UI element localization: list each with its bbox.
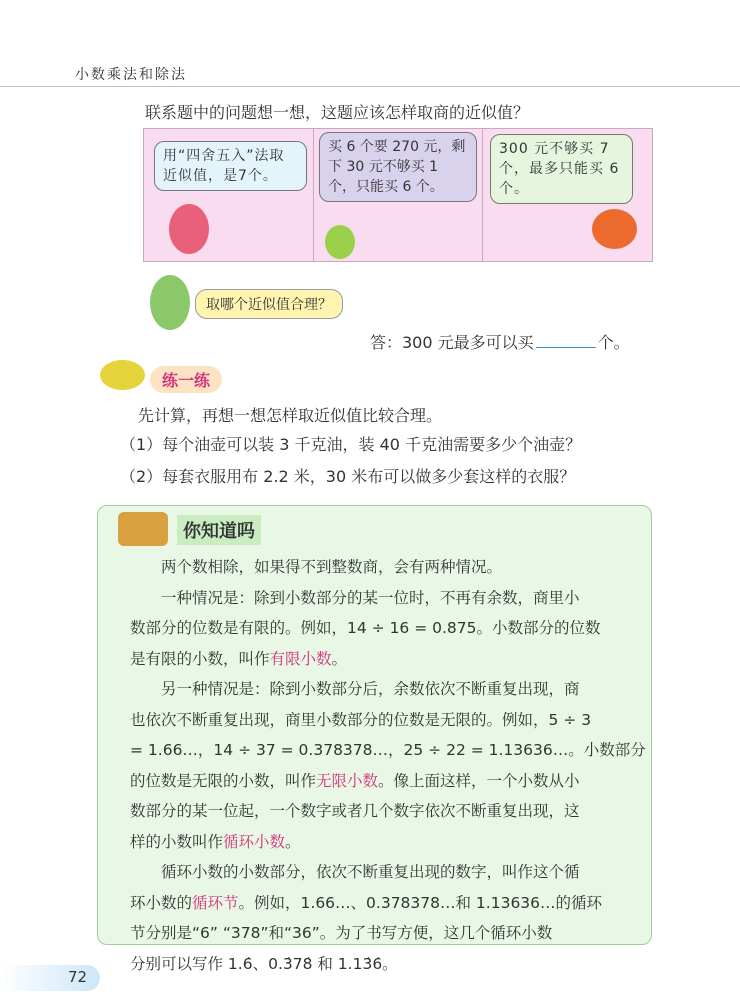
text-segment: 是有限的小数，叫作: [130, 649, 270, 668]
paragraph-line: [130, 891, 602, 913]
answer-line: [370, 330, 630, 353]
paragraph-line: [130, 616, 601, 638]
paragraph-line: [130, 952, 398, 974]
panel-2: [313, 129, 483, 261]
text-segment: 环小数的: [130, 893, 193, 912]
practice-mascot-icon: [100, 360, 145, 390]
pepper-character-icon: [325, 225, 355, 259]
text-segment: 另一种情况是：除到小数部分后，余数依次不断重复出现，商: [130, 680, 580, 698]
did-you-know-title: 你知道吗: [177, 515, 261, 545]
question-text: 联系题中的问题想一想，这题应该怎样取商的近似值？: [145, 103, 530, 122]
practice-item-2: （2）每套衣服用布 2.2 米，30 米布可以做多少套这样的衣服？: [120, 467, 576, 486]
highlighted-term: 循环节: [192, 893, 239, 912]
text-segment: 循环小数的小数部分，依次不断重复出现的数字，叫作这个循: [130, 863, 580, 881]
text-segment: 两个数相除，如果得不到整数商，会有两种情况。: [130, 558, 503, 576]
highlighted-term: 有限小数: [269, 649, 332, 668]
paragraph-line: [130, 708, 591, 730]
discussion-panel: [143, 128, 653, 262]
answer-prefix: 答：300 元最多可以买: [370, 333, 534, 352]
text-segment: 。像上面这样，一个小数从小: [378, 771, 580, 790]
text-segment: 数部分的位数是有限的。例如，14 ÷ 16 = 0.875。小数部分的位数: [130, 619, 601, 637]
vegetable-character-icon: [150, 275, 190, 330]
paragraph-line: [130, 769, 580, 791]
tomato-character-icon: [592, 209, 637, 249]
text-segment: 。: [331, 649, 348, 668]
paragraph-line: [130, 586, 580, 608]
chapter-header: 小数乘法和除法: [75, 67, 187, 83]
train-icon: [118, 512, 168, 546]
paragraph-line: [130, 677, 580, 699]
text-segment: 分别可以写作 1.6̇、0.3̇78̇ 和 1.13̇6̇。: [130, 954, 398, 973]
text-segment: 。: [285, 832, 301, 851]
answer-blank[interactable]: [536, 347, 596, 348]
panel-3: [482, 129, 652, 261]
prompt-bubble: 取哪个近似值合理？: [195, 289, 343, 319]
text-segment: 样的小数叫作: [130, 832, 224, 851]
text-segment: 的位数是无限的小数，叫作: [130, 771, 317, 790]
paragraph-line: [130, 555, 502, 577]
speech-bubble: 300 元不够买 7 个，最多只能买 6 个。: [490, 134, 633, 204]
paragraph-line: [130, 830, 301, 852]
text-segment: 节分别是“6” “378”和“36”。为了书写方便，这几个循环小数: [130, 924, 553, 942]
answer-suffix: 个。: [597, 333, 630, 352]
paragraph-line: [130, 738, 646, 760]
highlighted-term: 循环小数: [223, 832, 286, 851]
paragraph-line: [130, 799, 580, 821]
paragraph-line: [130, 921, 552, 943]
panel-1: [144, 129, 314, 261]
text-segment: 也依次不断重复出现，商里小数部分的位数是无限的。例如，5 ÷ 3: [130, 710, 592, 729]
highlighted-term: 无限小数: [316, 771, 379, 790]
text-segment: = 1.66…，14 ÷ 37 = 0.378378…，25 ÷ 22 = 1.13636…。小数部分: [130, 741, 646, 759]
practice-item-1: （1）每个油壶可以装 3 千克油，装 40 千克油需要多少个油壶？: [120, 435, 582, 454]
text-segment: 。例如，1.66…、0.378378…和 1.13636…的循环: [238, 893, 603, 912]
speech-bubble: 用“四舍五入”法取近似值，是7个。: [154, 141, 307, 191]
radish-character-icon: [169, 204, 209, 254]
text-segment: 一种情况是：除到小数部分的某一位时，不再有余数，商里小: [130, 588, 580, 607]
practice-instruction: 先计算，再想一想怎样取近似值比较合理。: [138, 406, 443, 425]
header-divider: [0, 86, 740, 87]
practice-title: 练一练: [150, 366, 222, 393]
page-number: 72: [68, 968, 88, 986]
speech-bubble: 买 6 个要 270 元，剩下 30 元不够买 1 个，只能买 6 个。: [319, 132, 477, 202]
text-segment: 数部分的某一位起，一个数字或者几个数字依次不断重复出现，这: [130, 802, 580, 820]
paragraph-line: [130, 647, 347, 669]
paragraph-line: [130, 860, 580, 882]
